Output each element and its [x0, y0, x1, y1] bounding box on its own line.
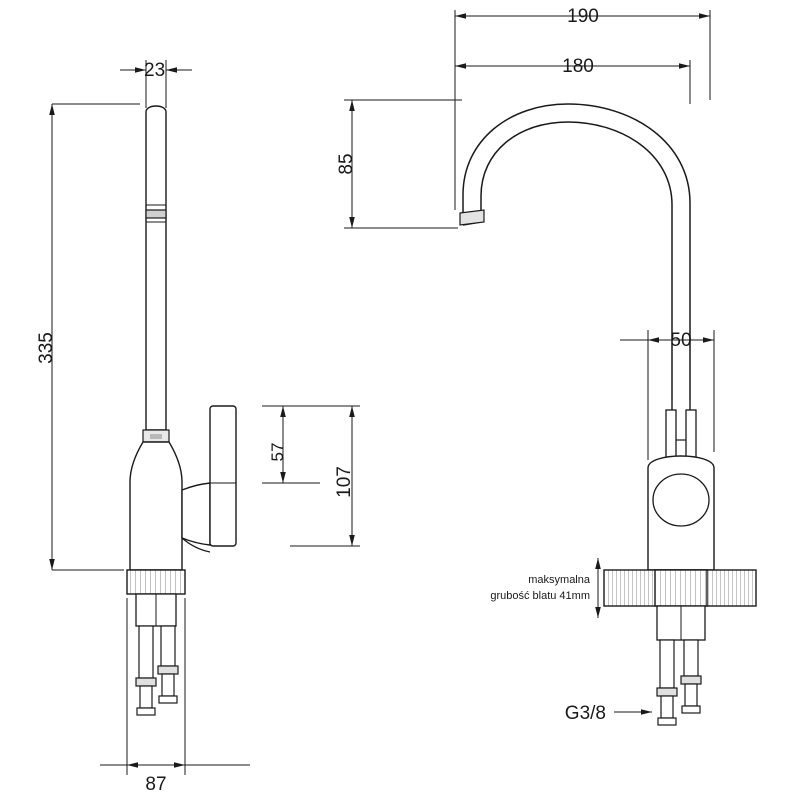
front-view-dimension-labels — [36, 60, 355, 795]
dim-label-87: 87 — [145, 774, 167, 795]
thread-label-g38: G3/8 — [564, 703, 606, 724]
front-view — [127, 106, 236, 715]
counter-note-line1: maksymalna — [528, 574, 590, 586]
dim-label-23: 23 — [144, 60, 166, 81]
side-view — [460, 104, 756, 725]
dim-label-57: 57 — [268, 442, 287, 462]
dim-label-85: 85 — [336, 153, 357, 175]
dim-label-190: 190 — [567, 6, 599, 27]
front-view-dimensions — [52, 60, 360, 775]
dim-label-180: 180 — [562, 56, 594, 77]
counter-note-line2: grubość blatu 41mm — [490, 590, 590, 602]
side-view-dimension-labels — [336, 6, 692, 724]
dim-label-335: 335 — [36, 332, 57, 364]
dim-label-50: 50 — [670, 330, 692, 351]
dim-label-107: 107 — [334, 466, 355, 498]
